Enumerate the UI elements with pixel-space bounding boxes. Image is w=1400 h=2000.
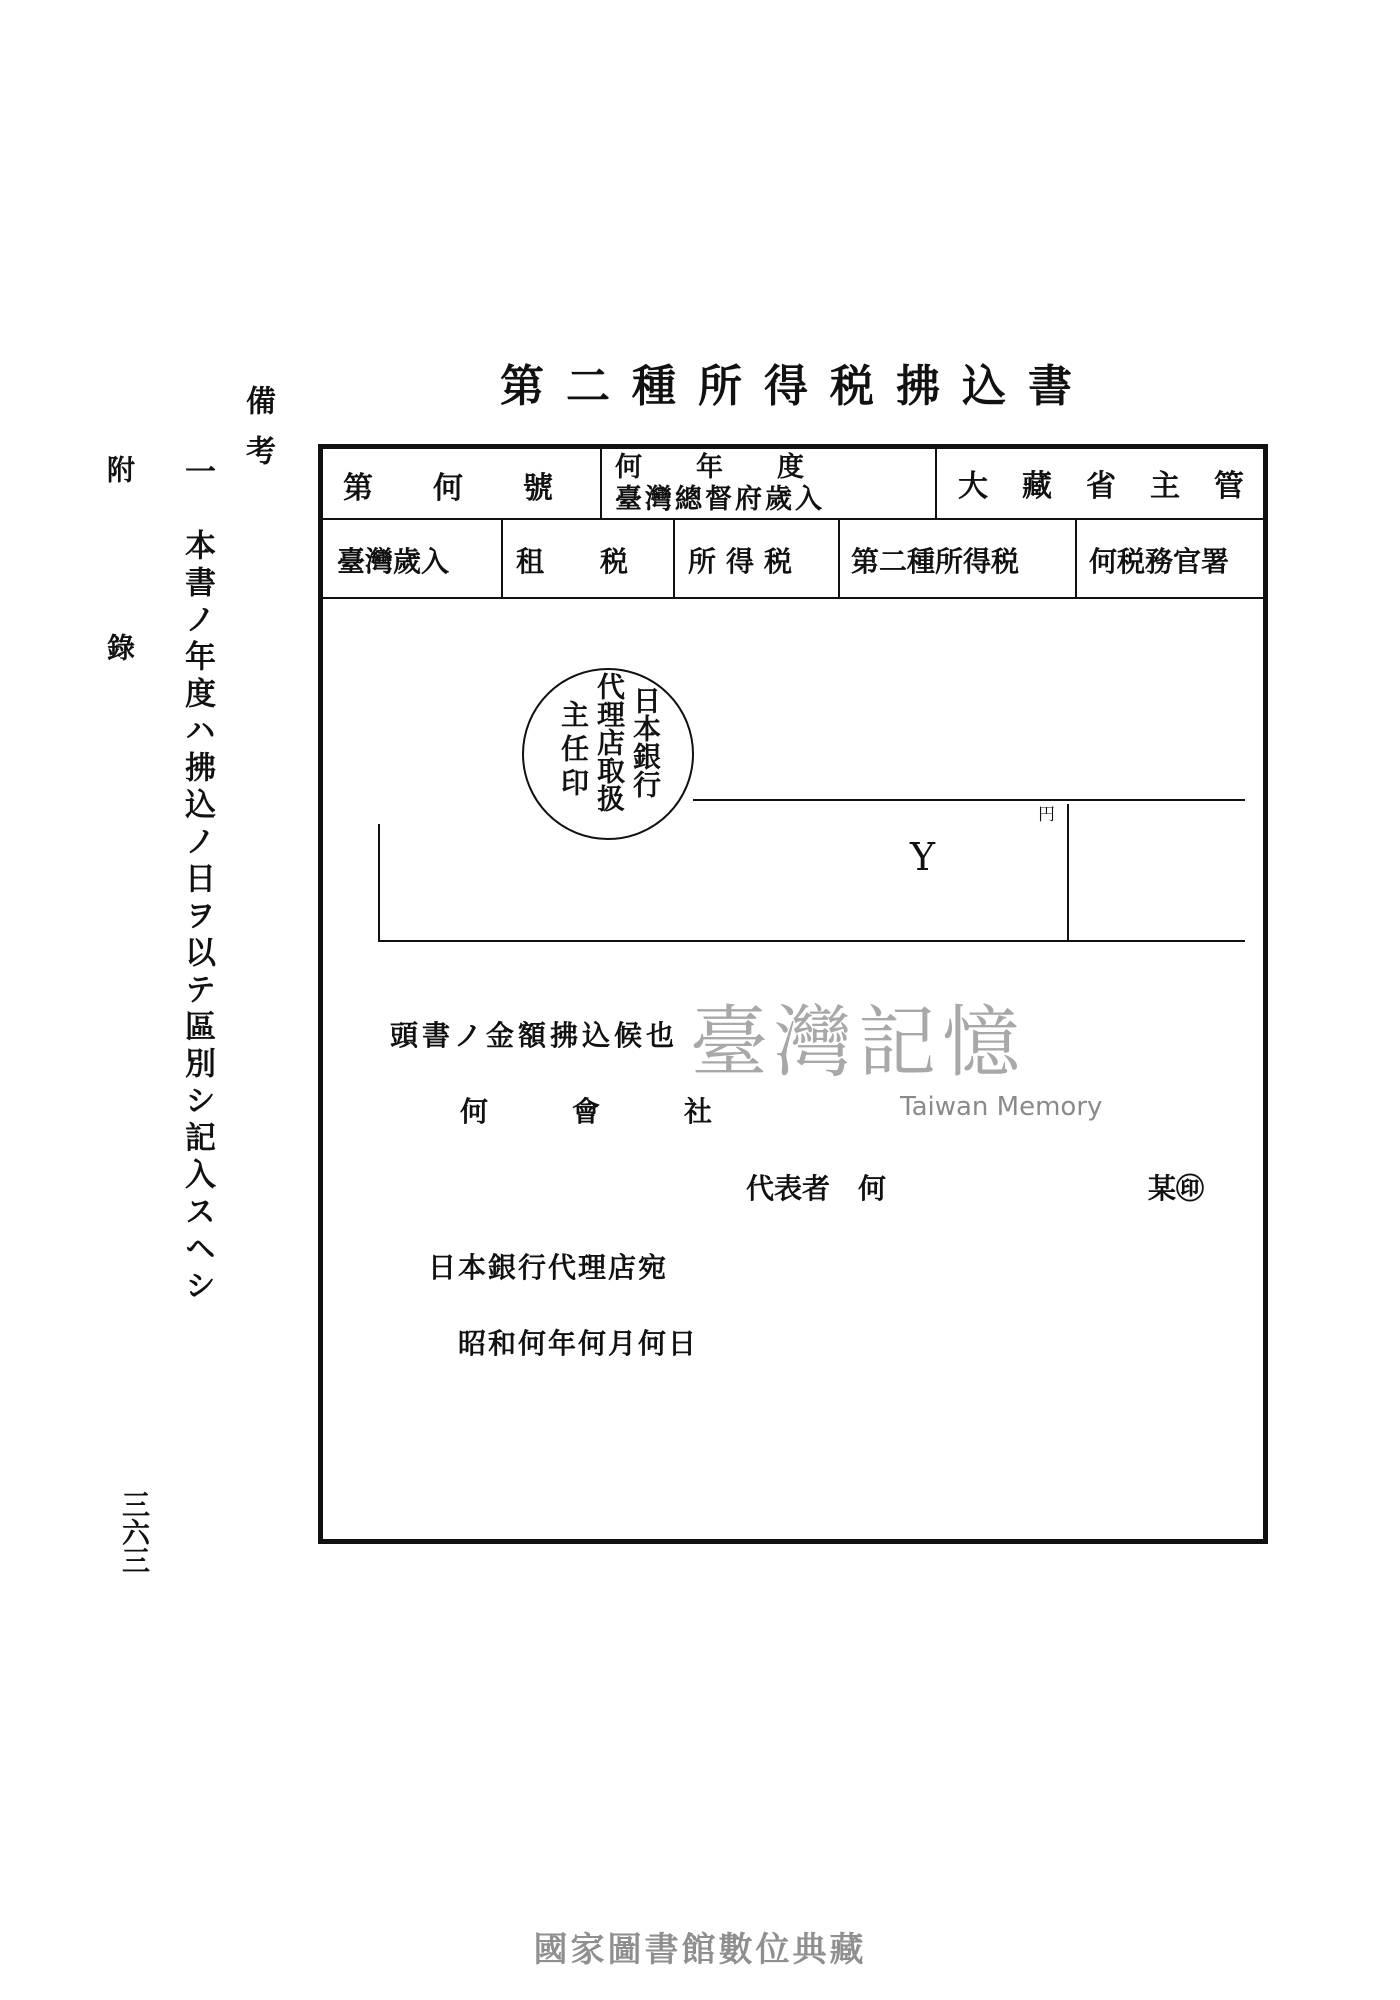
row2-divider-3 [838,518,840,597]
row1-divider-1 [600,449,602,518]
amount-box-left [378,824,380,942]
stamp-text-col3: 主任印 [557,700,590,802]
stamp-text-col2: 代理店取扱 [593,672,626,812]
amount-box-bottom [378,940,1245,942]
fiscal-year-line1: 何 年 度 [615,452,804,483]
tax-category: 租 税 [516,545,629,578]
page-number: 三六三 [118,1490,151,1574]
fiscal-year-line2: 臺灣總督府歲入 [615,484,825,515]
date-line: 昭和何年何月何日 [458,1327,699,1360]
yen-unit: 円 [1038,805,1055,825]
row2-divider-2 [673,518,675,597]
watermark-logo: 臺灣記憶 [690,998,1027,1088]
amount-symbol: Y [910,835,936,879]
second-class-income-tax: 第二種所得税 [851,545,1020,578]
tax-office: 何税務官署 [1089,545,1230,578]
amount-box-top [693,799,1245,801]
income-tax-label: 所得税 [688,545,803,578]
payment-statement: 頭書ノ金額拂込候也 [390,1019,679,1052]
representative-seal: 某㊞ [1148,1172,1205,1205]
note-item: 一 本書ノ年度ハ拂込ノ日ヲ以テ區別シ記入スヘシ [179,455,215,1306]
form-number: 第 何 號 [343,471,553,506]
stamp-text-col1: 日本銀行 [629,686,662,798]
ministry-label: 大藏省主管 [958,469,1278,504]
footer-source: 國家圖書館數位典藏 [533,1930,867,1970]
header-row-divider [323,518,1263,520]
header-bottom-line [323,597,1263,599]
company-name: 何 會 社 [460,1095,713,1128]
addressee: 日本銀行代理店宛 [428,1251,669,1284]
section-label: 附錄 [103,455,136,811]
row2-divider-4 [1075,518,1077,597]
document-title: 第二種所得税拂込書 [500,361,1094,412]
revenue-category: 臺灣歲入 [337,545,450,578]
row2-divider-1 [501,518,503,597]
representative: 代表者 何 [746,1172,887,1205]
notes-heading: 備考 [240,385,275,485]
row1-divider-2 [935,449,937,518]
amount-box-divider [1067,804,1069,942]
watermark-subtitle: Taiwan Memory [900,1092,1103,1122]
